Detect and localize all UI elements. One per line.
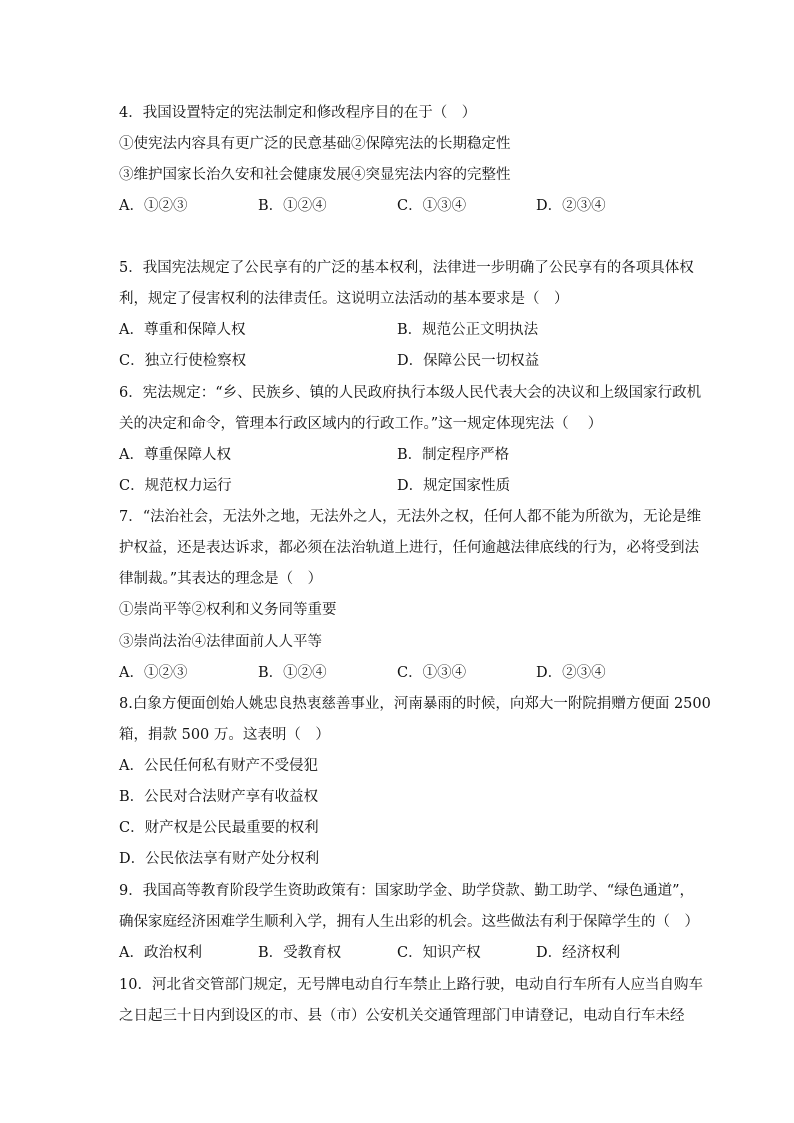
q7-statement-line-1: ①崇尚平等②权利和义务同等重要 — [119, 602, 337, 618]
q6-option-c: C．规范权力运行 — [119, 478, 232, 494]
q7-option-d: D．②③④ — [536, 665, 606, 681]
q6-stem-line-2: 关的决定和命令，管理本行政区域内的行政工作。”这一规定体现宪法（ ） — [119, 416, 603, 432]
q5-option-c: C．独立行使检察权 — [119, 353, 247, 369]
q6-option-a: A．尊重保障人权 — [119, 447, 231, 463]
q8-option-c: C．财产权是公民最重要的权利 — [119, 820, 319, 836]
q7-stem-line-1: 7．“法治社会，无法外之地，无法外之人，无法外之权，任何人都不能为所欲为，无论是维 — [119, 509, 702, 525]
q7-statement-line-2: ③崇尚法治④法律面前人人平等 — [119, 634, 322, 650]
q4-statement-line-2: ③维护国家长治久安和社会健康发展④突显宪法内容的完整性 — [119, 167, 511, 183]
q5-option-b: B．规范公正文明执法 — [397, 322, 539, 338]
q5-stem-line-2: 利，规定了侵害权利的法律责任。这说明立法活动的基本要求是（ ） — [119, 291, 569, 307]
q8-option-a: A．公民任何私有财产不受侵犯 — [119, 758, 318, 774]
q4-option-b: B．①②④ — [258, 198, 327, 214]
q7-stem-line-2: 护权益，还是表达诉求，都必须在法治轨道上进行，任何逾越法律底线的行为，必将受到法 — [119, 540, 699, 556]
q7-option-c: C．①③④ — [397, 665, 467, 681]
q4-option-d: D．②③④ — [536, 198, 606, 214]
q9-option-a: A．政治权利 — [119, 945, 202, 961]
q7-stem-line-3: 律制裁。”其表达的理念是（ ） — [119, 571, 323, 587]
q8-option-b: B．公民对合法财产享有收益权 — [119, 789, 319, 805]
q4-stem: 4．我国设置特定的宪法制定和修改程序目的在于（ ） — [119, 105, 477, 121]
q4-option-c: C．①③④ — [397, 198, 467, 214]
q7-option-b: B．①②④ — [258, 665, 327, 681]
q4-statement-line-1: ①使宪法内容具有更广泛的民意基础②保障宪法的长期稳定性 — [119, 136, 511, 152]
q5-stem-line-1: 5．我国宪法规定了公民享有的广泛的基本权利，法律进一步明确了公民享有的各项具体权 — [119, 260, 694, 276]
q9-stem-line-1: 9．我国高等教育阶段学生资助政策有：国家助学金、助学贷款、勤工助学、“绿色通道”， — [119, 883, 695, 899]
q6-stem-line-1: 6．宪法规定：“乡、民族乡、镇的人民政府执行本级人民代表大会的决议和上级国家行政机 — [119, 385, 702, 401]
q8-option-d: D．公民依法享有财产处分权利 — [119, 851, 320, 867]
q9-option-c: C．知识产权 — [397, 945, 481, 961]
q4-option-a: A．①②③ — [119, 198, 188, 214]
q9-stem-line-2: 确保家庭经济困难学生顺利入学，拥有人生出彩的机会。这些做法有利于保障学生的（ ） — [119, 914, 699, 930]
q10-stem-line-2: 之日起三十日内到设区的市、县（市）公安机关交通管理部门申请登记，电动自行车未经 — [119, 1008, 685, 1024]
q9-option-d: D．经济权利 — [536, 945, 621, 961]
q6-option-b: B．制定程序严格 — [397, 447, 510, 463]
q5-option-d: D．保障公民一切权益 — [397, 353, 540, 369]
q8-stem-line-2: 箱，捐款 500 万。这表明（ ） — [119, 727, 330, 743]
q8-stem-line-1: 8.白象方便面创始人姚忠良热衷慈善事业，河南暴雨的时候，向郑大一附院捐赠方便面 2500 — [119, 696, 711, 712]
q9-option-b: B．受教育权 — [258, 945, 342, 961]
q10-stem-line-1: 10．河北省交管部门规定，无号牌电动自行车禁止上路行驶，电动自行车所有人应当自购车 — [119, 977, 703, 993]
q6-option-d: D．规定国家性质 — [397, 478, 511, 494]
q5-option-a: A．尊重和保障人权 — [119, 322, 246, 338]
q7-option-a: A．①②③ — [119, 665, 188, 681]
